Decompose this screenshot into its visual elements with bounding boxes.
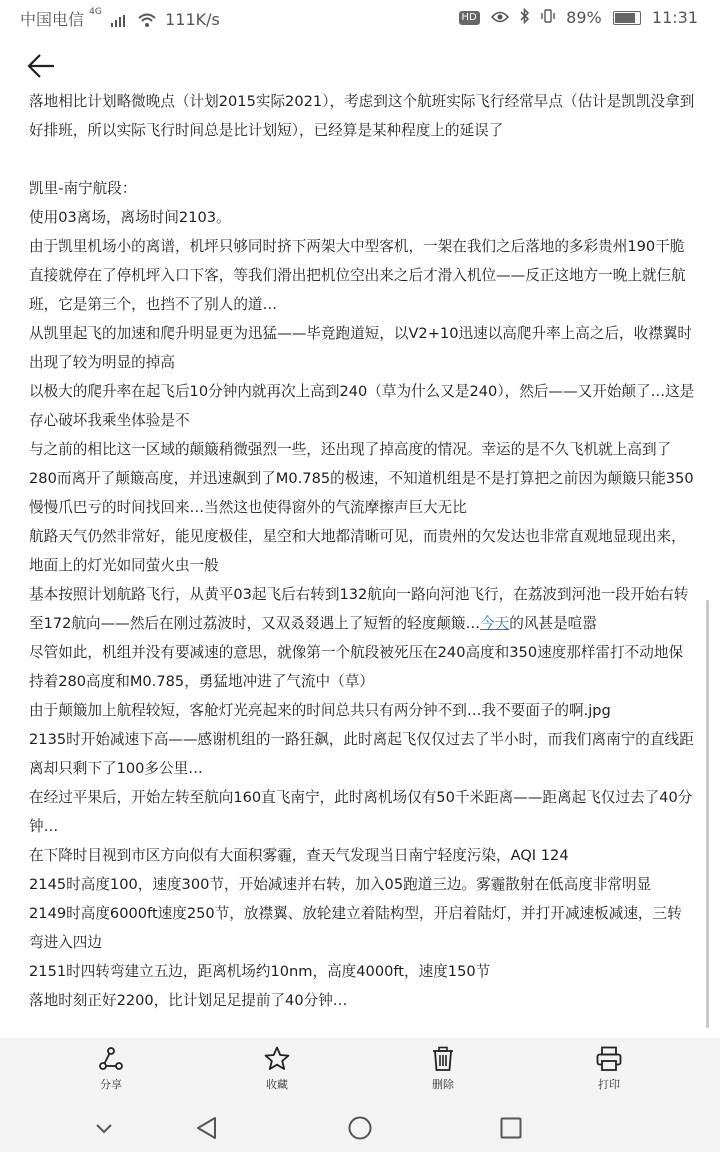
- paragraph: 落地时刻正好2200，比计划足足提前了40分钟…: [29, 992, 348, 1009]
- delete-button[interactable]: [403, 1046, 483, 1092]
- delete-label: 删除: [432, 1078, 454, 1091]
- share-icon: [98, 1046, 124, 1072]
- article-body: [29, 87, 695, 1009]
- nav-home-button[interactable]: [346, 1114, 374, 1142]
- print-label: 打印: [598, 1078, 620, 1091]
- status-bar: [0, 0, 720, 34]
- share-button[interactable]: [71, 1046, 151, 1092]
- favorite-label: 收藏: [266, 1078, 288, 1091]
- paragraph: 2149时高度6000ft速度250节，放襟翼、放轮建立着陆构型，开启着陆灯，并打开减速板减速，三转弯进入四边: [29, 905, 682, 951]
- paragraph: 与之前的相比这一区域的颠簸稍微强烈一些，还出现了掉高度的情况。幸运的是不久飞机就上高到了280而离开了颠簸高度，并迅速飙到了M0.785的极速，不知道机组是不是打算把之前因为颠簸只能350慢慢爪巴亏的时间找回来…当然这也使得窗外的气流摩擦声巨大无比: [29, 441, 694, 516]
- scrollbar-thumb[interactable]: [706, 600, 709, 1028]
- home-circle-icon: [346, 1114, 374, 1142]
- paragraph: 由于颠簸加上航程较短，客舱灯光亮起来的时间总共只有两分钟不到…我不要面子的啊.jpg: [29, 702, 611, 719]
- eye-icon: [491, 8, 509, 27]
- paragraph: 在下降时目视到市区方向似有大面积雾霾，查天气发现当日南宁轻度污染，AQI 124: [29, 847, 569, 864]
- battery-icon: [613, 11, 641, 25]
- recents-square-icon: [497, 1114, 525, 1142]
- status-left: [20, 7, 220, 31]
- paragraph: 使用03离场，离场时间2103。: [29, 209, 231, 226]
- share-label: 分享: [100, 1078, 122, 1091]
- battery-percent: 89%: [566, 8, 602, 27]
- paragraph: 2145时高度100，速度300节，开始减速并右转，加入05跑道三边。雾霾散射在低高度非常明显: [29, 876, 652, 893]
- vibrate-icon: [541, 8, 555, 27]
- paragraph-with-link: [29, 580, 695, 638]
- hd-badge: HD: [459, 11, 480, 25]
- paragraph: 2135时开始减速下高——感谢机组的一路狂飙，此时离起飞仅仅过去了半小时，而我们离南宁的直线距离却只剩下了100多公里…: [29, 731, 694, 777]
- network-type: 4G: [89, 7, 102, 17]
- nav-back-button[interactable]: [193, 1114, 221, 1142]
- bluetooth-icon: [520, 8, 530, 28]
- system-nav-bar: [0, 1102, 720, 1152]
- status-right: [453, 7, 698, 28]
- back-triangle-icon: [193, 1114, 221, 1142]
- inline-link[interactable]: 今天: [480, 615, 510, 632]
- print-button[interactable]: [569, 1046, 649, 1092]
- section-heading: 凯里-南宁航段：: [29, 180, 137, 197]
- paragraph: 尽管如此，机组并没有要减速的意思，就像第一个航段被死压在240高度和350速度那样雷打不动地保持着280高度和M0.785，勇猛地冲进了气流中（草）: [29, 644, 684, 690]
- paragraph: 从凯里起飞的加速和爬升明显更为迅猛——毕竟跑道短，以V2+10迅速以高爬升率上高之后，收襟翼时出现了较为明显的掉高: [29, 325, 693, 371]
- favorite-button[interactable]: [237, 1046, 317, 1092]
- paragraph: 2151时四转弯建立五边，距离机场约10nm，高度4000ft，速度150节: [29, 963, 491, 980]
- network-speed: 111K/s: [165, 10, 220, 29]
- bottom-toolbar: [0, 1038, 720, 1102]
- clock: 11:31: [651, 8, 698, 27]
- paragraph-spacer: [29, 145, 695, 174]
- back-button[interactable]: [26, 50, 58, 82]
- paragraph: 以极大的爬升率在起飞后10分钟内就再次上高到240（草为什么又是240），然后——又开始颠了…这是存心破坏我乘坐体验是不: [29, 383, 695, 429]
- star-icon: [264, 1046, 290, 1072]
- paragraph: 由于凯里机场小的离谱，机坪只够同时挤下两架大中型客机，一架在我们之后落地的多彩贵州190干脆直接就停在了停机坪入口下客，等我们滑出把机位空出来之后才滑入机位——反正这地方一晚上就仨航班，它是第三个，也挡不了别人的道…: [29, 238, 686, 313]
- wifi-icon: [138, 12, 156, 31]
- paragraph: 航路天气仍然非常好，能见度极佳，星空和大地都清晰可见，而贵州的欠发达也非常直观地显现出来，地面上的灯光如同萤火虫一般: [29, 528, 686, 574]
- carrier-name: 中国电信: [20, 10, 85, 29]
- printer-icon: [596, 1046, 622, 1072]
- arrow-left-icon: [26, 50, 58, 82]
- nav-recents-button[interactable]: [497, 1114, 525, 1142]
- chevron-down-icon: [90, 1114, 118, 1142]
- paragraph-text: 的风甚是喧嚣: [509, 615, 597, 632]
- trash-icon: [430, 1046, 456, 1072]
- signal-icon: [111, 12, 125, 31]
- paragraph-text: 基本按照计划航路飞行，从黄平03起飞后右转到132航向一路向河池飞行，在荔波到河池一段开始右转至172航向——然后在刚过荔波时，又双叒叕遇上了短暂的轻度颠簸…: [29, 586, 689, 632]
- hide-nav-button[interactable]: [90, 1114, 118, 1142]
- paragraph: 在经过平果后，开始左转至航向160直飞南宁，此时离机场仅有50千米距离——距离起飞仅过去了40分钟…: [29, 789, 693, 835]
- paragraph: 落地相比计划略微晚点（计划2015实际2021），考虑到这个航班实际飞行经常早点（估计是凯凯没拿到好排班，所以实际飞行时间总是比计划短），已经算是某种程度上的延误了: [29, 93, 695, 139]
